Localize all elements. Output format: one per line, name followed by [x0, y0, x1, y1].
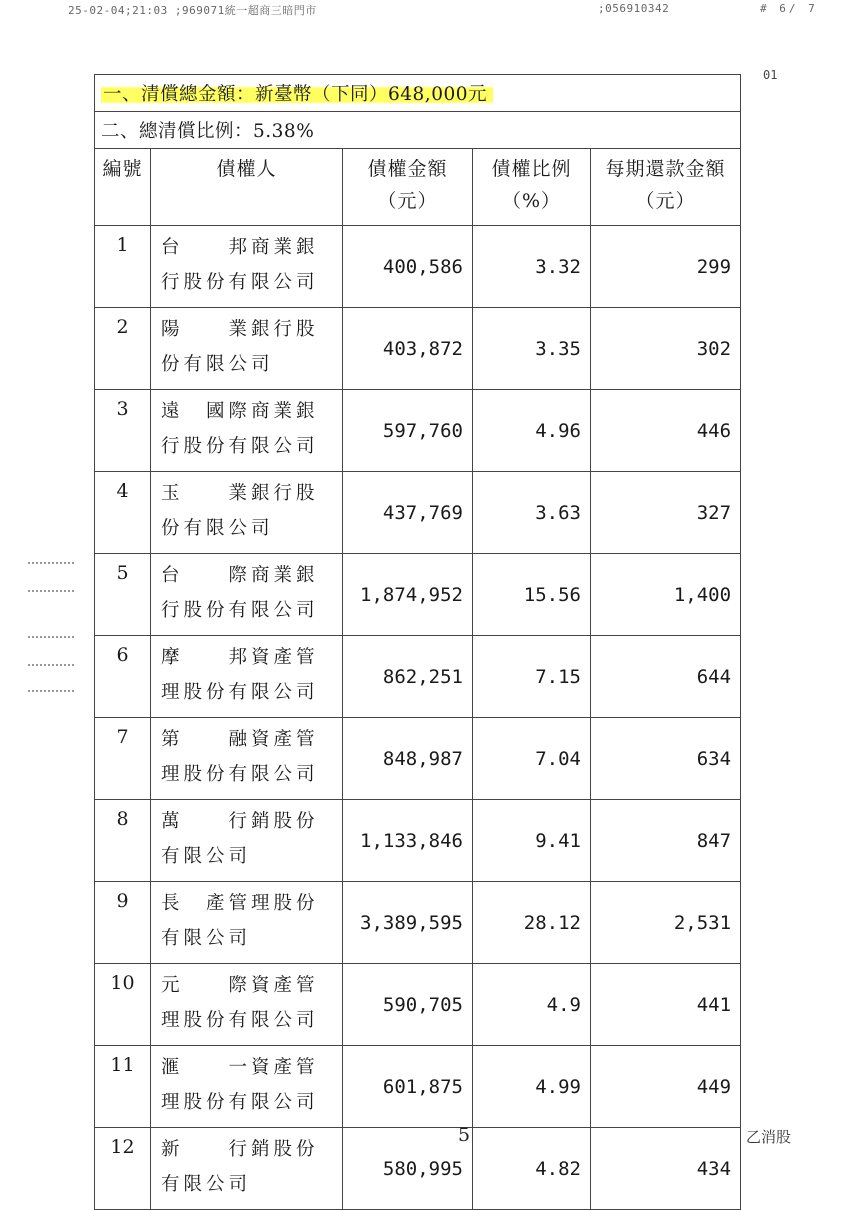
- creditor-name: 長 產管理股份有限公司: [151, 882, 343, 964]
- table-row: [95, 308, 741, 390]
- debt-ratio: 28.12: [473, 882, 591, 964]
- debt-amount: 848,987: [343, 718, 473, 800]
- monthly-payment: 644: [591, 636, 741, 718]
- monthly-payment: 434: [591, 1128, 741, 1210]
- table-row: [95, 390, 741, 472]
- header-ratio: 債權比例 （%）: [473, 149, 591, 226]
- debt-ratio: 15.56: [473, 554, 591, 636]
- debt-ratio: 3.35: [473, 308, 591, 390]
- debt-ratio: 7.15: [473, 636, 591, 718]
- monthly-payment: 441: [591, 964, 741, 1046]
- total-ratio-text: 二、總清償比例：5.38%: [95, 112, 741, 149]
- scan-speckle: [28, 636, 74, 644]
- debt-ratio: 3.63: [473, 472, 591, 554]
- header-payment: 每期還款金額 （元）: [591, 149, 741, 226]
- creditor-name: 陽 業銀行股份有限公司: [151, 308, 343, 390]
- debt-ratio: 4.96: [473, 390, 591, 472]
- creditor-name: 滙 一資產管理股份有限公司: [151, 1046, 343, 1128]
- header-no: 編號: [95, 149, 151, 226]
- monthly-payment: 299: [591, 226, 741, 308]
- table-row: [95, 226, 741, 308]
- creditor-name: 玉 業銀行股份有限公司: [151, 472, 343, 554]
- row-number: 1: [95, 226, 151, 308]
- monthly-payment: 327: [591, 472, 741, 554]
- monthly-payment: 847: [591, 800, 741, 882]
- header-creditor: 債權人: [151, 149, 343, 226]
- monthly-payment: 302: [591, 308, 741, 390]
- debt-amount: 580,995: [343, 1128, 473, 1210]
- fax-header: [0, 0, 850, 18]
- row-number: 9: [95, 882, 151, 964]
- debt-amount: 400,586: [343, 226, 473, 308]
- row-number: 4: [95, 472, 151, 554]
- debt-ratio: 4.82: [473, 1128, 591, 1210]
- monthly-payment: 446: [591, 390, 741, 472]
- debt-amount: 1,874,952: [343, 554, 473, 636]
- row-number: 7: [95, 718, 151, 800]
- debt-ratio: 4.9: [473, 964, 591, 1046]
- monthly-payment: 449: [591, 1046, 741, 1128]
- summary-ratio-row: [95, 112, 741, 149]
- creditor-name: 台 邦商業銀行股份有限公司: [151, 226, 343, 308]
- debt-ratio: 9.41: [473, 800, 591, 882]
- creditor-name: 第 融資產管理股份有限公司: [151, 718, 343, 800]
- creditor-name: 元 際資產管理股份有限公司: [151, 964, 343, 1046]
- debt-ratio: 3.32: [473, 226, 591, 308]
- debt-amount: 3,389,595: [343, 882, 473, 964]
- scan-speckle: [28, 562, 74, 570]
- repayment-table: [94, 74, 741, 1210]
- footer-note: 乙消股: [746, 1128, 792, 1146]
- table-row: [95, 636, 741, 718]
- row-number: 5: [95, 554, 151, 636]
- table-header-row: [95, 149, 741, 226]
- table-row: [95, 964, 741, 1046]
- creditor-name: 萬 行銷股份有限公司: [151, 800, 343, 882]
- row-number: 3: [95, 390, 151, 472]
- table-row: [95, 800, 741, 882]
- table-row: [95, 718, 741, 800]
- creditor-name: 台 際商業銀行股份有限公司: [151, 554, 343, 636]
- creditor-name: 摩 邦資產管理股份有限公司: [151, 636, 343, 718]
- row-number: 2: [95, 308, 151, 390]
- fax-page-counter: # 6/ 7: [760, 2, 818, 15]
- monthly-payment: 634: [591, 718, 741, 800]
- margin-code: 01: [763, 68, 778, 82]
- row-number: 12: [95, 1128, 151, 1210]
- debt-amount: 590,705: [343, 964, 473, 1046]
- table-row: [95, 554, 741, 636]
- summary-total-row: [95, 75, 741, 112]
- creditor-name: 遠 國際商業銀行股份有限公司: [151, 390, 343, 472]
- table-row: [95, 1046, 741, 1128]
- row-number: 8: [95, 800, 151, 882]
- debt-amount: 601,875: [343, 1046, 473, 1128]
- debt-ratio: 7.04: [473, 718, 591, 800]
- debt-amount: 437,769: [343, 472, 473, 554]
- row-number: 6: [95, 636, 151, 718]
- debt-amount: 1,133,846: [343, 800, 473, 882]
- scan-speckle: [28, 664, 74, 672]
- scan-speckle: [28, 590, 74, 598]
- page-number: 5: [458, 1124, 471, 1146]
- debt-amount: 862,251: [343, 636, 473, 718]
- debt-amount: 597,760: [343, 390, 473, 472]
- debt-amount: 403,872: [343, 308, 473, 390]
- total-amount-text: 一、清償總金額：新臺幣（下同）648,000元: [101, 84, 493, 105]
- table-row: [95, 882, 741, 964]
- fax-header-number: ;056910342: [598, 2, 670, 15]
- debt-ratio: 4.99: [473, 1046, 591, 1128]
- fax-header-left: 25-02-04;21:03 ;969071統一超商三暗門市: [68, 4, 317, 17]
- monthly-payment: 1,400: [591, 554, 741, 636]
- scan-speckle: [28, 690, 74, 698]
- row-number: 10: [95, 964, 151, 1046]
- row-number: 11: [95, 1046, 151, 1128]
- creditor-name: 新 行銷股份有限公司: [151, 1128, 343, 1210]
- header-amount: 債權金額 （元）: [343, 149, 473, 226]
- table-row: [95, 472, 741, 554]
- table-row: [95, 1128, 741, 1210]
- monthly-payment: 2,531: [591, 882, 741, 964]
